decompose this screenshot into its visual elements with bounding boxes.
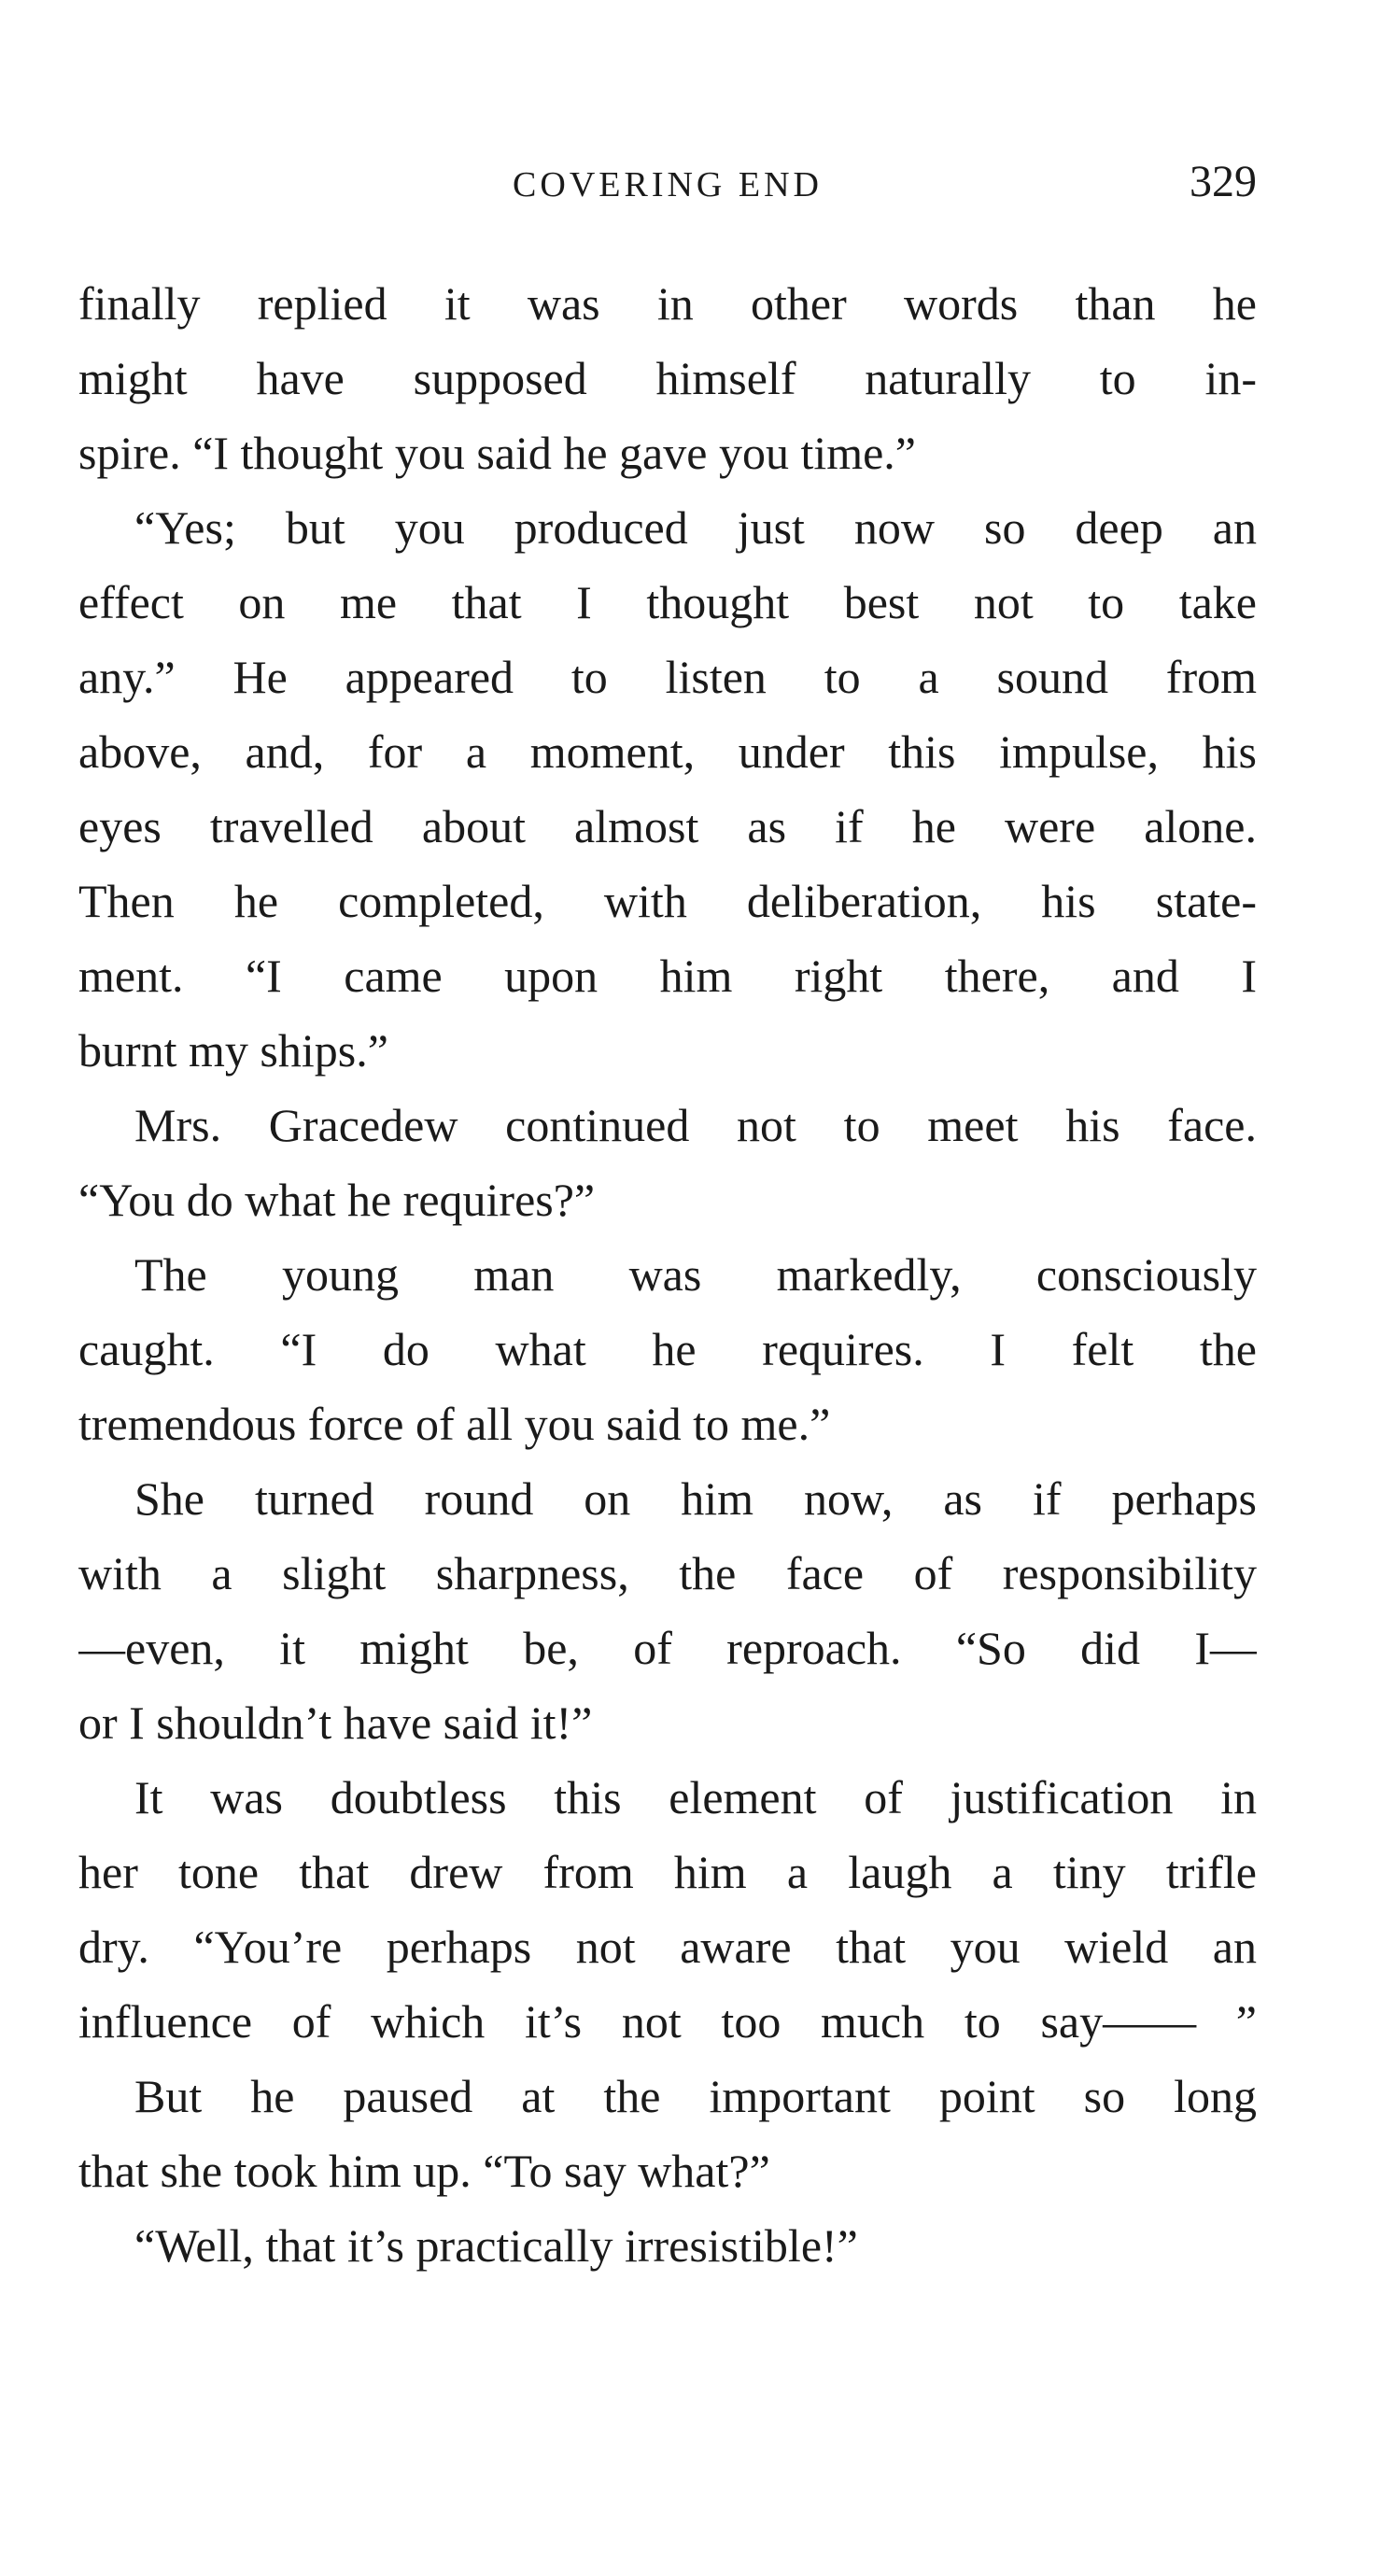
text-line: “Yes; but you produced just now so deep an xyxy=(134,501,1257,554)
text-line: “You do what he requires?” xyxy=(78,1174,596,1226)
text-line: burnt my ships.” xyxy=(78,1024,388,1077)
text-line: She turned round on him now, as if perhaps xyxy=(134,1472,1257,1525)
text-line: caught. “I do what he requires. I felt the xyxy=(78,1323,1257,1375)
text-line: “Well, that it’s practically irresistible!” xyxy=(134,2219,858,2272)
text-line: Then he completed, with deliberation, his state- xyxy=(78,875,1257,927)
body-text xyxy=(78,266,1257,2283)
text-line: that she took him up. “To say what?” xyxy=(78,2145,770,2197)
text-line: above, and, for a moment, under this impulse, his xyxy=(78,725,1257,778)
text-line: her tone that drew from him a laugh a tiny trifle xyxy=(78,1846,1257,1898)
text-line: The young man was markedly, consciously xyxy=(134,1248,1257,1301)
text-line: might have supposed himself naturally to in- xyxy=(78,352,1257,404)
text-line: But he paused at the important point so long xyxy=(134,2070,1257,2122)
text-line: It was doubtless this element of justification in xyxy=(134,1771,1257,1823)
running-title: COVERING END xyxy=(513,165,823,204)
running-head xyxy=(78,159,1257,215)
text-line: or I shouldn’t have said it!” xyxy=(78,1696,593,1749)
text-line: —even, it might be, of reproach. “So did I— xyxy=(78,1622,1257,1674)
text-line: spire. “I thought you said he gave you time.” xyxy=(78,427,916,479)
text-line: tremendous force of all you said to me.” xyxy=(78,1398,831,1450)
text-line: eyes travelled about almost as if he were alone. xyxy=(78,800,1257,852)
text-line: ment. “I came upon him right there, and I xyxy=(78,950,1257,1002)
text-line: finally replied it was in other words than he xyxy=(78,277,1257,330)
text-line: effect on me that I thought best not to take xyxy=(78,576,1257,628)
text-line: with a slight sharpness, the face of responsibility xyxy=(78,1547,1257,1599)
text-line: Mrs. Gracedew continued not to meet his face. xyxy=(134,1099,1257,1151)
text-line: influence of which it’s not too much to say—— ” xyxy=(78,1995,1257,2048)
page-number: 329 xyxy=(1190,157,1257,206)
text-line: dry. “You’re perhaps not aware that you wield an xyxy=(78,1921,1257,1973)
text-line: any.” He appeared to listen to a sound from xyxy=(78,651,1257,703)
